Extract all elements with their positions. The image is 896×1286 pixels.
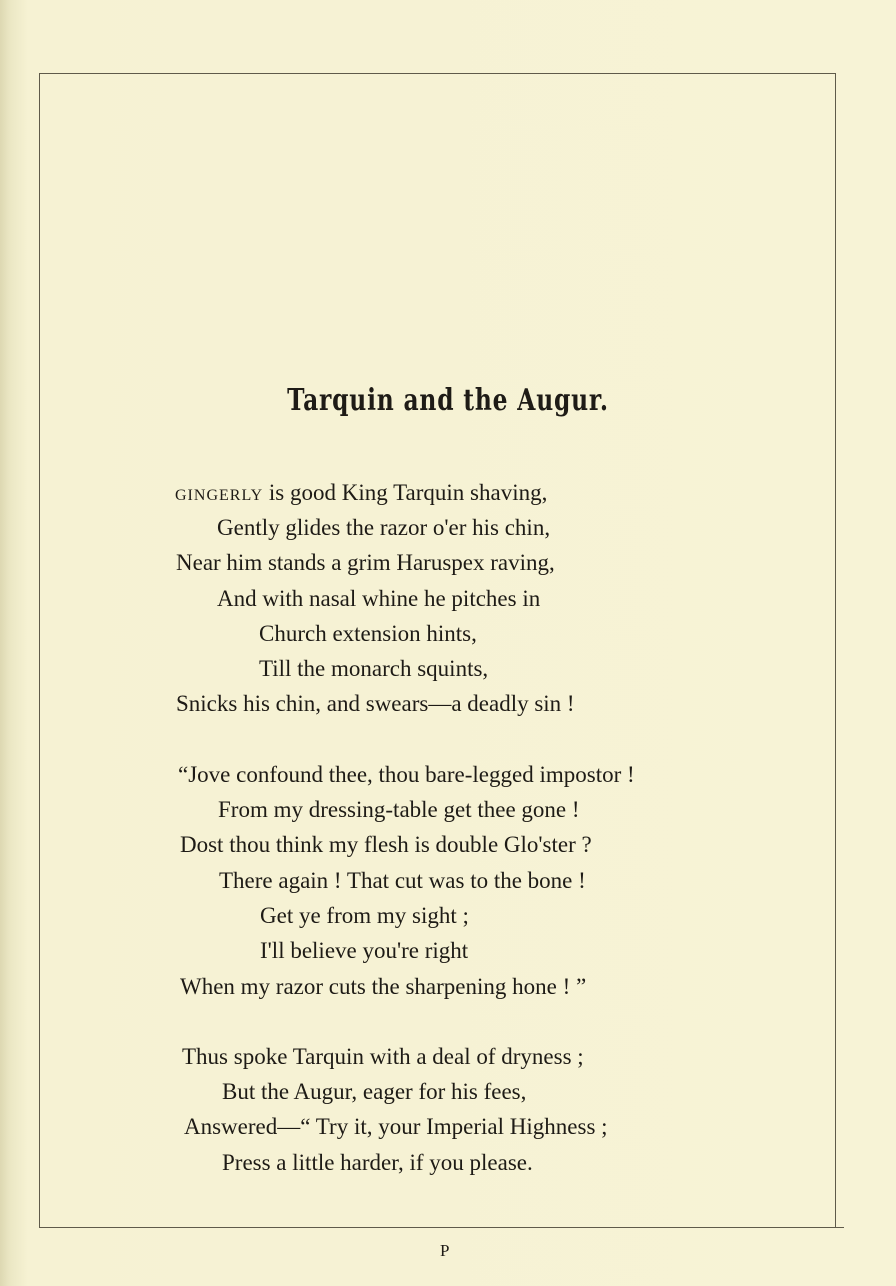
poem-title: Tarquin and the Augur. [287,383,609,418]
stanza-1-line-5: Church extension hints, [259,621,477,646]
frame-rule-right [835,73,836,1228]
stanza-1-line-7: Snicks his chin, and swears—a deadly sin ! [176,691,575,716]
signature-mark: P [440,1241,450,1260]
stanza-1-line-6: Till the monarch squints, [259,656,489,681]
stanza-3-line-4: Press a little harder, if you please. [222,1150,533,1175]
frame-rule-left [39,73,40,1228]
stanza-1-line-4: And with nasal whine he pitches in [217,586,541,611]
stanza-3-line-1: Thus spoke Tarquin with a deal of dryness ; [182,1044,584,1069]
line-text: is good King Tarquin shaving, [263,480,548,505]
stanza-1-line-2: Gently glides the razor o'er his chin, [217,515,551,540]
stanza-3-line-3: Answered—“ Try it, your Imperial Highness ; [184,1114,608,1139]
stanza-2-line-7: When my razor cuts the sharpening hone ! ” [180,974,587,999]
stanza-2-line-3: Dost thou think my flesh is double Glo'ster ? [180,832,592,857]
frame-rule-top [40,73,836,74]
stanza-2-line-6: I'll believe you're right [260,938,469,963]
stanza-2-line-5: Get ye from my sight ; [260,903,469,928]
stanza-2-line-2: From my dressing-table get thee gone ! [218,797,580,822]
frame-rule-bottom [40,1227,844,1228]
stanza-1-line-3: Near him stands a grim Haruspex raving, [176,550,555,575]
stanza-3-line-2: But the Augur, eager for his fees, [222,1079,527,1104]
stanza-2-line-1: “Jove confound thee, thou bare-legged impostor ! [178,762,635,787]
stanza-1-line-1 [175,479,547,510]
smallcaps-word: GINGERLY [175,487,264,504]
stanza-2-line-4: There again ! That cut was to the bone ! [219,868,586,893]
